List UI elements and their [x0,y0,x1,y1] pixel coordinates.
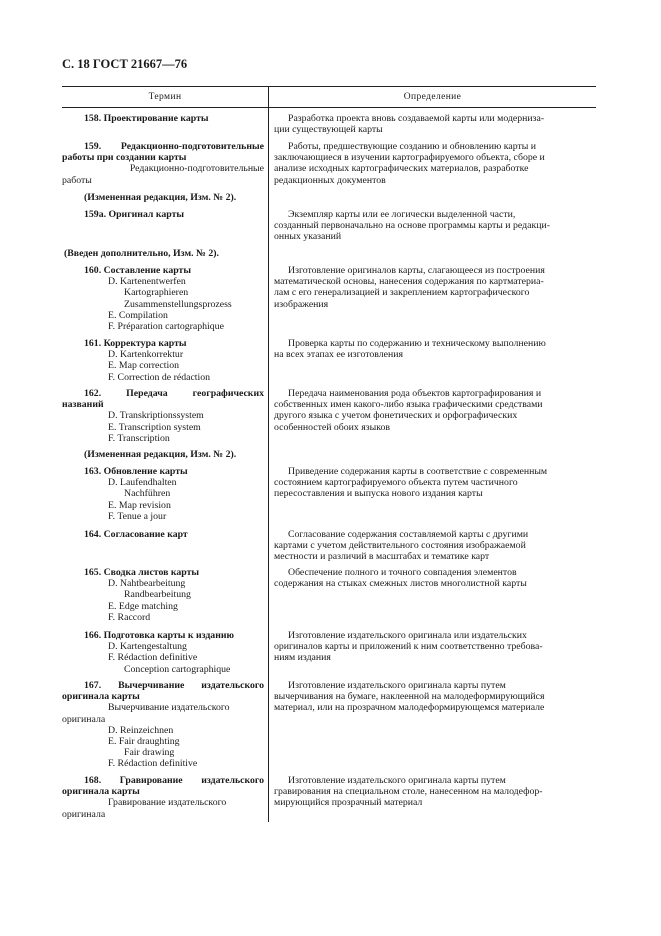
def-line: вычерчивания на бумаге, наклеенной на малодеформирующийся [274,691,545,703]
term-title: 165. Сводка листов карты [84,567,200,578]
page-header: С. 18 ГОСТ 21667—76 [62,57,188,71]
foreign-equivalent: E. Fair draughting [108,736,180,748]
definition-159a [274,209,596,243]
definition-163 [274,466,596,500]
def-line: онных указаний [274,231,342,243]
term-synonym: Гравирование издательского [108,797,227,809]
foreign-equivalent: F. Préparation cartographique [108,321,224,333]
term-title-cont: названий [62,399,104,411]
foreign-equivalent: D. Reinzeichnen [108,724,174,736]
foreign-equivalent: E. Transcription system [108,421,201,433]
foreign-equivalent: F. Tenue a jour [108,510,167,522]
def-line: гравирования на специальном столе, нанесенном на малодефор- [274,786,543,798]
definition-158 [274,113,596,135]
def-line: Приведение содержания карты в соответствие с современным [288,466,548,477]
def-line: Изготовление оригиналов карты, слагающееся из построения [288,265,545,276]
def-line: Изготовление издательского оригинала или издательских [288,630,527,641]
def-line: на всех этапах ее изготовления [274,349,403,361]
term-159a [62,209,264,220]
def-line: лам с его генерализацией и закреплением картографического [274,287,530,299]
term-title: 167. Вычерчивание издательского [84,680,264,691]
def-line: пересоставления и выпуска нового издания карты [274,488,483,500]
def-line: Изготовление издательского оригинала карты путем [288,680,506,691]
def-line: созданный первоначально на основе программы карты и редакци- [274,220,550,232]
foreign-equivalent: Conception cartographique [124,663,231,675]
term-title: 159. Редакционно-подготовительные [84,141,264,152]
def-line: Согласование содержания составляемой карты с другими [288,529,529,540]
def-line: ции существующей карты [274,124,383,136]
def-line: Изготовление издательского оригинала карты путем [288,775,506,786]
def-line: особенностей обоих языков [274,421,391,433]
def-line: содержания на стыках смежных листов многолистной карты [274,578,527,590]
def-line: местности и различий в масштабах и тематике карт [274,551,490,563]
term-title: 163. Обновление карты [84,466,188,477]
def-line: анализе исходных картографических материалов, разработке [274,163,529,175]
def-line: Работы, предшествующие созданию и обновлению карты и [288,141,537,152]
foreign-equivalent: F. Rédaction definitive [108,758,198,770]
def-line: Обеспечение полного и точного совпадения элементов [288,567,517,578]
foreign-equivalent: Fair drawing [124,747,175,759]
term-synonym: Редакционно-подготовительные [129,163,264,175]
definition-160 [274,265,596,310]
foreign-equivalent: E. Compilation [108,309,168,321]
foreign-equivalent: Kartographieren [124,287,189,299]
foreign-equivalent: D. Laufendhalten [108,477,177,489]
term-162 [62,388,264,444]
term-synonym: Вычерчивание издательского [108,702,230,714]
column-divider [268,86,269,822]
foreign-equivalent: F. Raccord [108,611,151,623]
def-line: Разработка проекта вновь создаваемой карты или модерниза- [288,113,545,124]
term-164 [62,529,264,540]
def-line: математической основы, нанесения содержания по картматериа- [274,276,544,288]
term-title: 158. Проектирование карты [84,113,209,124]
def-line: Передача наименования рода объектов картографирования и [288,388,542,399]
term-title: 164. Согласование карт [84,529,188,540]
def-line: собственных имен какого-либо языка графическими средствами [274,399,543,411]
foreign-equivalent: E. Edge matching [108,600,178,612]
def-line: материал, или на прозрачном малодеформирующемся материале [274,702,545,714]
foreign-equivalent: F. Rédaction definitive [108,652,198,664]
foreign-equivalent: F. Transcription [108,432,170,444]
foreign-equivalent: D. Kartenkorrektur [108,349,184,361]
amendment-note: (Измененная редакция, Изм. № 2). [84,192,237,203]
term-title-cont: оригинала карты [62,786,140,798]
term-161 [62,338,264,383]
foreign-equivalent: D. Kartenentwerfen [108,276,186,288]
term-163 [62,466,264,522]
term-159 [62,141,264,186]
table-header-rule [62,107,596,108]
definition-168 [274,775,596,809]
def-line: картами с учетом действительного состояния изображаемой [274,540,526,552]
foreign-equivalent: Nachführen [124,488,171,500]
def-line: редакционных документов [274,174,386,186]
def-line: мирующийся прозрачный материал [274,797,423,809]
foreign-equivalent: E. Map correction [108,360,179,372]
def-line: заключающиеся в изучении картографируемого объекта, сборе и [274,152,545,164]
table-top-rule [62,86,596,87]
term-synonym-cont: оригинала [62,713,106,725]
term-166 [62,630,264,675]
term-synonym-cont: работы [62,174,92,186]
foreign-equivalent: D. Kartengestaltung [108,641,187,653]
term-title: 161. Корректура карты [84,338,187,349]
definition-164 [274,529,596,563]
definition-159 [274,141,596,186]
term-title: 162. Передача географических [84,388,264,399]
addition-note: (Введен дополнительно, Изм. № 2). [64,248,219,259]
column-header-term: Термин [148,92,182,102]
foreign-equivalent: D. Transkriptionssystem [108,410,204,422]
term-165 [62,567,264,623]
term-title: 159а. Оригинал карты [84,209,185,220]
definition-165 [274,567,596,589]
foreign-equivalent: Zusammenstellungsprozess [124,298,232,310]
term-title: 160. Составление карты [84,265,192,276]
def-line: ниям издания [274,652,331,664]
definition-161 [274,338,596,360]
def-line: Экземпляр карты или ее логически выделенной части, [288,209,516,220]
foreign-equivalent: F. Correction de rédaction [108,371,211,383]
term-167 [62,680,264,770]
term-160 [62,265,264,332]
foreign-equivalent: D. Nahtbearbeitung [108,578,186,590]
term-168 [62,775,264,820]
def-line: изображения [274,298,329,310]
amendment-note: (Измененная редакция, Изм. № 2). [84,449,237,460]
def-line: состоянием картографируемого объекта путем частичного [274,477,518,489]
term-158 [62,113,264,124]
term-title-cont: работы при создании карты [62,152,187,164]
term-title: 166. Подготовка карты к изданию [84,630,234,641]
column-header-definition: Определение [403,92,462,102]
term-synonym-cont: оригинала [62,808,106,820]
foreign-equivalent: E. Map revision [108,499,171,511]
def-line: другого языка с учетом фонетических и орфографических [274,410,518,422]
def-line: Проверка карты по содержанию и техническому выполнению [288,338,546,349]
term-title-cont: оригинала карты [62,691,140,703]
definition-167 [274,680,596,714]
def-line: оригиналов карты и приложений к ним соответственно требова- [274,641,543,653]
definition-166 [274,630,596,664]
term-title: 168. Гравирование издательского [84,775,264,786]
definition-162 [274,388,596,433]
foreign-equivalent: Randbearbeitung [124,589,191,601]
